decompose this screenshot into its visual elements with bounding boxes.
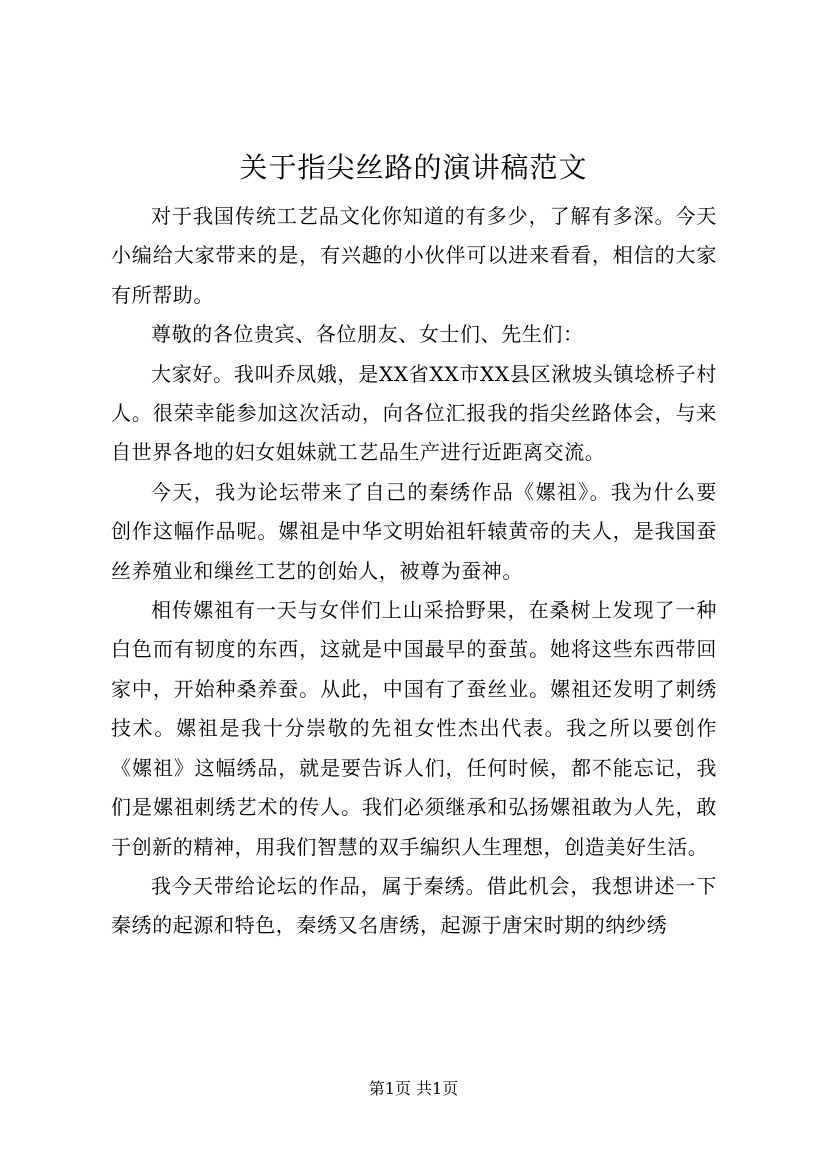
page-number-footer: 第1页 共1页	[368, 1079, 459, 1098]
document-body	[111, 197, 717, 946]
paragraph-artwork: 今天，我为论坛带来了自己的秦绣作品《嫘祖》。我为什么要创作这幅作品呢。嫘祖是中华文明始祖轩辕黄帝的夫人，是我国蚕丝养殖业和缫丝工艺的创始人，被尊为蚕神。	[111, 479, 717, 583]
paragraph-qin-embroidery: 我今天带给论坛的作品，属于秦绣。借此机会，我想讲述一下秦绣的起源和特色，秦绣又名唐绣，起源于唐宋时期的纳纱绣	[111, 873, 717, 938]
paragraph-self-introduction: 大家好。我叫乔凤娥，是XX省XX市XX县区湫坡头镇埝桥子村人。很荣幸能参加这次活动，向各位汇报我的指尖丝路体会，与来自世界各地的妇女姐妹就工艺品生产进行近距离交流。	[111, 361, 717, 465]
paragraph-intro: 对于我国传统工艺品文化你知道的有多少，了解有多深。今天小编给大家带来的是，有兴趣的小伙伴可以进来看看，相信的大家有所帮助。	[111, 204, 717, 307]
paragraph-legend: 相传嫘祖有一天与女伴们上山采拾野果，在桑树上发现了一种白色而有韧度的东西，这就是中国最早的蚕茧。她将这些东西带回家中，开始种桑养蚕。从此，中国有了蚕丝业。嫘祖还发明了刺绣技术。嫘祖是我十分崇敬的先祖女性杰出代表。我之所以要创作《嫘祖》这幅绣品，就是要告诉人们，任何时候，都不能忘记，我们是嫘祖刺绣艺术的传人。我们必须继承和弘扬嫘祖敢为人先，敢于创新的精神，用我们智慧的双手编织人生理想，创造美好生活。	[111, 598, 717, 859]
document-title: 关于指尖丝路的演讲稿范文	[239, 151, 588, 184]
paragraph-salutation: 尊敬的各位贵宾、各位朋友、女士们、先生们：	[151, 322, 584, 347]
